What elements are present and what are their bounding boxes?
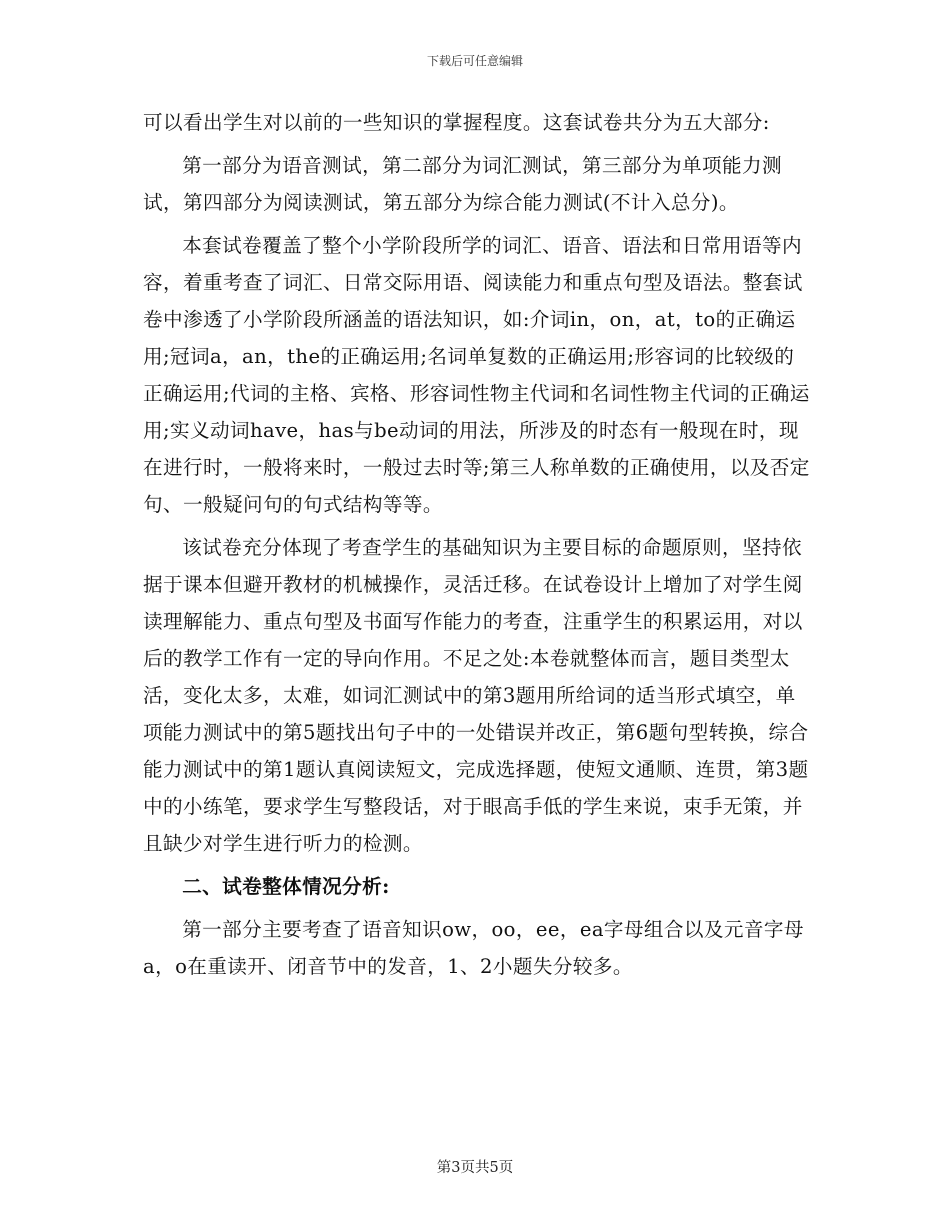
paragraph-part-one: 第一部分主要考查了语音知识ow，oo，ee，ea字母组合以及元音字母a，o在重读开、闭音节中的发音，1、2小题失分较多。 bbox=[143, 918, 804, 978]
document-body bbox=[143, 104, 811, 985]
section-heading: 二、试卷整体情况分析: bbox=[182, 875, 390, 898]
paragraph-continuation: 可以看出学生对以前的一些知识的掌握程度。这套试卷共分为五大部分: bbox=[143, 111, 770, 134]
page-header: 下载后可任意编辑 bbox=[426, 54, 523, 68]
paragraph-sections: 第一部分为语音测试，第二部分为词汇测试，第三部分为单项能力测试，第四部分为阅读测试，第五部分为综合能力测试(不计入总分)。 bbox=[143, 154, 782, 214]
paragraph-coverage: 本套试卷覆盖了整个小学阶段所学的词汇、语音、语法和日常用语等内容，着重考查了词汇、日常交际用语、阅读能力和重点句型及语法。整套试卷中渗透了小学阶段所涵盖的语法知识，如:介词in，on，at，to的正确运用;冠词a，an，the的正确运用;名词单复数的正确运用;形容词的比较级的正确运用;代词的主格、宾格、形容词性物主代词和名词性物主代词的正确运用;实义动词have，has与be动词的用法，所涉及的时态有一般现在时，现在进行时，一般将来时，一般过去时等;第三人称单数的正确使用，以及否定句、一般疑问句的句式结构等等。 bbox=[143, 234, 810, 516]
paragraph-evaluation: 该试卷充分体现了考查学生的基础知识为主要目标的命题原则，坚持依据于课本但避开教材的机械操作，灵活迁移。在试卷设计上增加了对学生阅读理解能力、重点句型及书面写作能力的考查，注重学生的积累运用，对以后的教学工作有一定的导向作用。不足之处:本卷就整体而言，题目类型太活，变化太多，太难，如词汇测试中的第3题用所给词的适当形式填空，单项能力测试中的第5题找出句子中的一处错误并改正，第6题句型转换，综合能力测试中的第1题认真阅读短文，完成选择题，使短文通顺、连贯，第3题中的小练笔，要求学生写整段话，对于眼高手低的学生来说，束手无策，并且缺少对学生进行听力的检测。 bbox=[143, 536, 809, 855]
page-footer: 第3页共5页 bbox=[436, 1160, 514, 1176]
